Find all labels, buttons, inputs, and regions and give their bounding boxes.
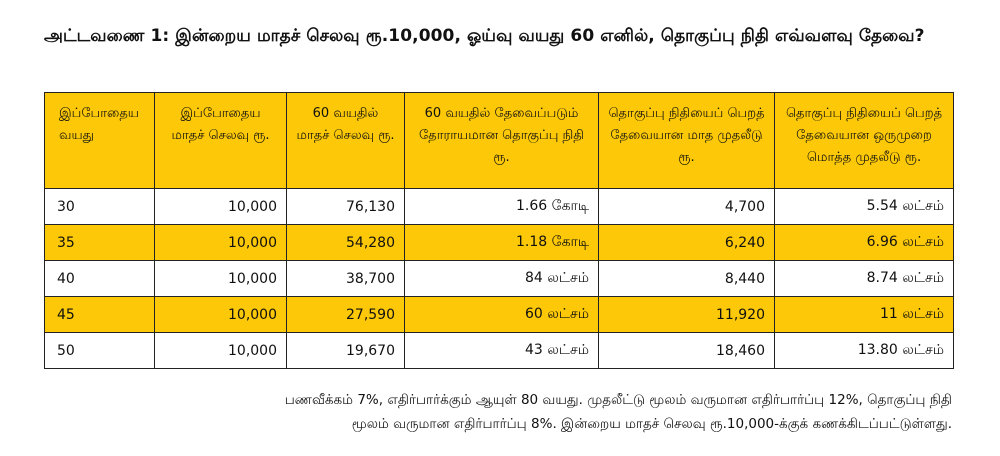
cell-corpus: 84 லட்சம் <box>405 261 599 297</box>
table-title: அட்டவணை 1: இன்றைய மாதச் செலவு ரூ.10,000, ஓய்வு வயது 60 எனில், தொகுப்பு நிதி எவ்வளவு தேவை? <box>44 26 925 46</box>
cell-corpus: 60 லட்சம் <box>405 297 599 333</box>
cell-lumpsum-investment: 6.96 லட்சம் <box>775 225 954 261</box>
table-row <box>45 333 954 369</box>
header-current-monthly-expense: இப்போதைய மாதச் செலவு ரூ. <box>155 93 287 189</box>
header-monthly-investment: தொகுப்பு நிதியைப் பெறத் தேவையான மாத முதலீடு ரூ. <box>599 93 775 189</box>
cell-expense-at-60: 19,670 <box>287 333 405 369</box>
cell-expense-at-60: 27,590 <box>287 297 405 333</box>
cell-monthly-investment: 18,460 <box>599 333 775 369</box>
table-footnote <box>52 388 952 436</box>
cell-lumpsum-investment: 8.74 லட்சம் <box>775 261 954 297</box>
cell-lumpsum-investment: 11 லட்சம் <box>775 297 954 333</box>
cell-age: 30 <box>45 189 155 225</box>
table-body <box>45 189 954 369</box>
header-current-age: இப்போதைய வயது <box>45 93 155 189</box>
cell-current-expense: 10,000 <box>155 333 287 369</box>
cell-current-expense: 10,000 <box>155 225 287 261</box>
cell-lumpsum-investment: 5.54 லட்சம் <box>775 189 954 225</box>
cell-current-expense: 10,000 <box>155 261 287 297</box>
header-lumpsum-investment: தொகுப்பு நிதியைப் பெறத் தேவையான ஒருமுறை மொத்த முதலீடு ரூ. <box>775 93 954 189</box>
cell-age: 40 <box>45 261 155 297</box>
cell-corpus: 1.66 கோடி <box>405 189 599 225</box>
header-required-corpus: 60 வயதில் தேவைப்படும் தோராயமான தொகுப்பு நிதி ரூ. <box>405 93 599 189</box>
cell-monthly-investment: 8,440 <box>599 261 775 297</box>
footnote-line-1: பணவீக்கம் 7%, எதிர்பார்க்கும் ஆயுள் 80 வயது. முதலீட்டு மூலம் வருமான எதிர்பார்ப்பு 12%, தொகுப்பு நிதி <box>284 392 952 408</box>
cell-age: 35 <box>45 225 155 261</box>
cell-expense-at-60: 54,280 <box>287 225 405 261</box>
table-row <box>45 225 954 261</box>
cell-age: 45 <box>45 297 155 333</box>
cell-current-expense: 10,000 <box>155 189 287 225</box>
table-header <box>45 93 954 189</box>
cell-current-expense: 10,000 <box>155 297 287 333</box>
table-row <box>45 297 954 333</box>
cell-monthly-investment: 6,240 <box>599 225 775 261</box>
cell-monthly-investment: 4,700 <box>599 189 775 225</box>
retirement-corpus-table <box>44 92 954 369</box>
cell-age: 50 <box>45 333 155 369</box>
cell-monthly-investment: 11,920 <box>599 297 775 333</box>
header-row <box>45 93 954 189</box>
footnote-line-2: மூலம் வருமான எதிர்பார்ப்பு 8%. இன்றைய மாதச் செலவு ரூ.10,000-க்குக் கணக்கிடப்பட்டுள்ளது. <box>351 416 952 432</box>
cell-lumpsum-investment: 13.80 லட்சம் <box>775 333 954 369</box>
cell-corpus: 43 லட்சம் <box>405 333 599 369</box>
cell-corpus: 1.18 கோடி <box>405 225 599 261</box>
cell-expense-at-60: 76,130 <box>287 189 405 225</box>
table-row <box>45 261 954 297</box>
header-expense-at-60: 60 வயதில் மாதச் செலவு ரூ. <box>287 93 405 189</box>
table-row <box>45 189 954 225</box>
cell-expense-at-60: 38,700 <box>287 261 405 297</box>
